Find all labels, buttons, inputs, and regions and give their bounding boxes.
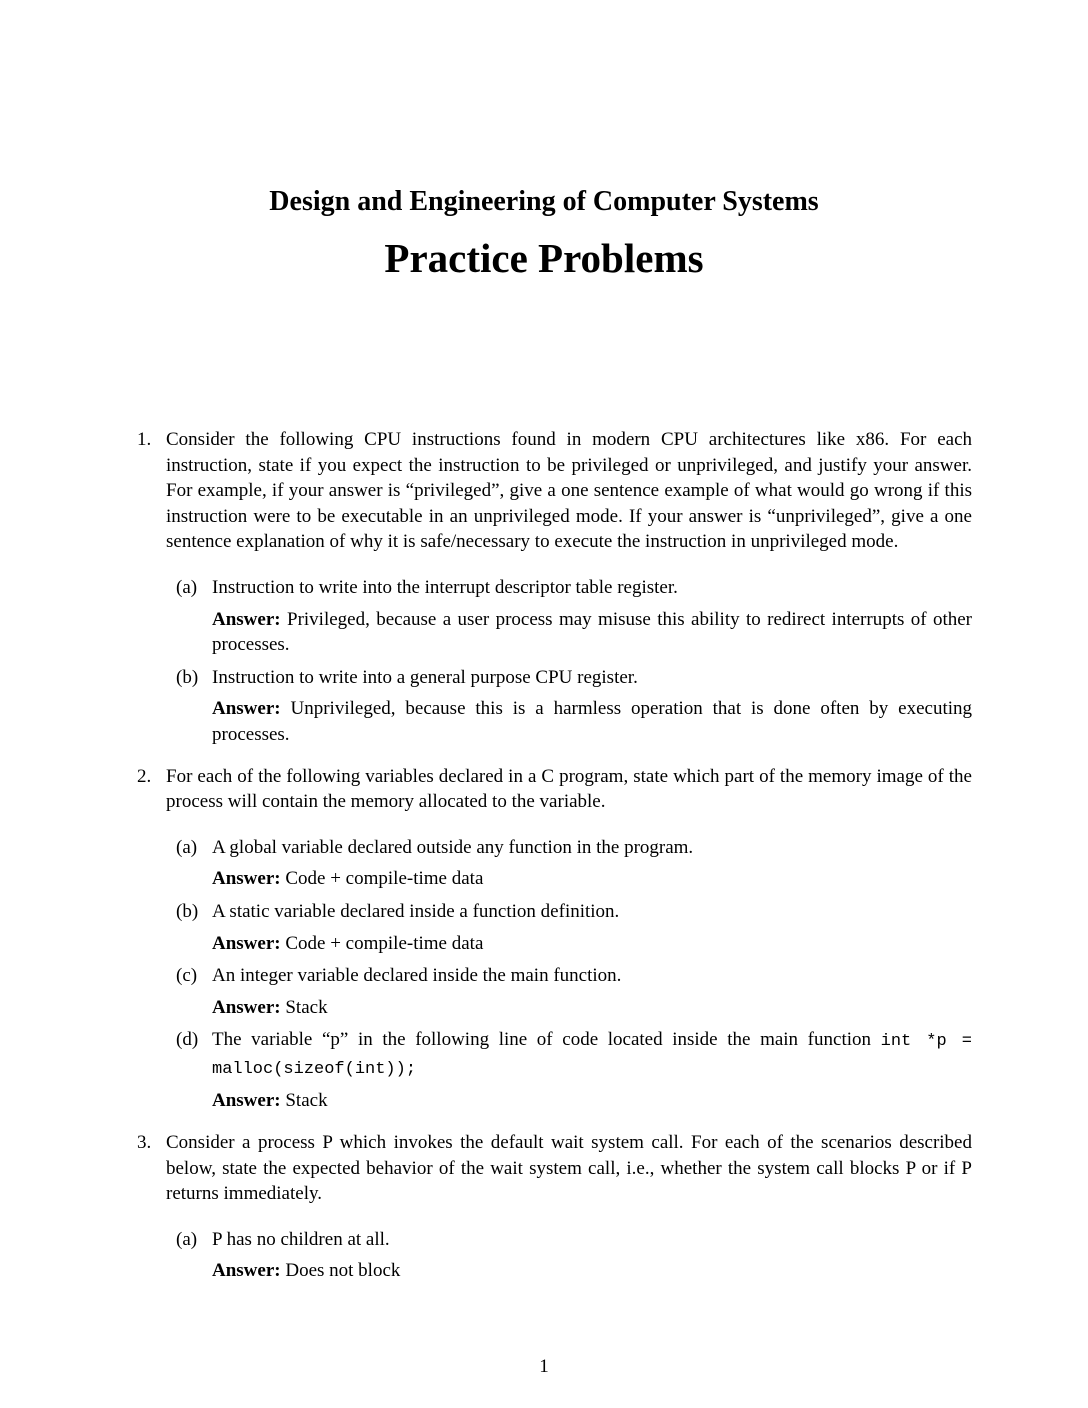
- part-question: Instruction to write into a general purpose CPU register.: [212, 666, 638, 688]
- problem-3: [137, 1130, 972, 1284]
- part-label: (b): [176, 666, 199, 688]
- part-question: Instruction to write into the interrupt descriptor table register.: [212, 576, 678, 598]
- part-label: (a): [176, 836, 198, 858]
- part-2c: [166, 963, 972, 1020]
- part-label: (b): [176, 900, 199, 922]
- answer: [212, 607, 972, 658]
- part-question: A static variable declared inside a function definition.: [212, 900, 620, 922]
- part-3a: [166, 1227, 972, 1284]
- answer-label: Answer:: [212, 996, 281, 1018]
- answer: [212, 1088, 972, 1114]
- part-question: [212, 1027, 972, 1082]
- problem-parts: [166, 1227, 972, 1284]
- answer: [212, 866, 972, 892]
- part-label: (a): [176, 1228, 198, 1250]
- problem-list: [137, 427, 973, 1300]
- answer: [212, 931, 972, 957]
- page-number: 1: [539, 1356, 549, 1377]
- part-question-text: The variable “p” in the following line of code located inside the main function: [212, 1029, 871, 1051]
- part-question: A global variable declared outside any function in the program.: [212, 836, 694, 858]
- document-title: Practice Problems: [384, 235, 704, 281]
- problem-number: 2.: [137, 765, 152, 787]
- part-label: (c): [176, 965, 198, 987]
- answer-label: Answer:: [212, 698, 281, 720]
- answer-text: Stack: [285, 1090, 328, 1112]
- answer-text: Privileged, because a user process may misuse this ability to redirect interrupts of other processes.: [212, 608, 972, 656]
- answer-label: Answer:: [212, 868, 281, 890]
- answer-label: Answer:: [212, 608, 281, 630]
- part-question: P has no children at all.: [212, 1228, 390, 1250]
- answer-label: Answer:: [212, 1090, 281, 1112]
- answer-text: Unprivileged, because this is a harmless operation that is done often by executing processes.: [212, 698, 973, 745]
- part-2b: [166, 899, 972, 956]
- problem-2: [137, 764, 972, 1115]
- problem-text: For each of the following variables declared in a C program, state which part of the memory image of the process will contain the memory allocated to the variable.: [166, 765, 972, 813]
- part-label: (a): [176, 576, 198, 598]
- problem-number: 3.: [137, 1132, 152, 1154]
- part-2d: [166, 1027, 972, 1114]
- part-1a: [166, 575, 972, 658]
- part-label: (d): [176, 1029, 199, 1051]
- problem-number: 1.: [137, 429, 152, 450]
- answer-text: Does not block: [285, 1260, 401, 1282]
- problem-parts: [166, 575, 972, 748]
- problem-parts: [166, 835, 972, 1114]
- part-2a: [166, 835, 972, 892]
- answer-text: Code + compile-time data: [285, 868, 484, 890]
- answer-text: Stack: [285, 996, 328, 1018]
- part-1b: [166, 665, 972, 748]
- problem-text: Consider a process P which invokes the default wait system call. For each of the scenarios described below, state the expected behavior of the wait system call, i.e., whether the system call blocks P or if P returns immediately.: [166, 1132, 972, 1205]
- answer-label: Answer:: [212, 932, 281, 954]
- answer-text: Code + compile-time data: [285, 932, 484, 954]
- answer: [212, 696, 972, 747]
- problem-1: [137, 427, 973, 748]
- answer: [212, 995, 972, 1021]
- part-question: An integer variable declared inside the main function.: [212, 965, 622, 987]
- course-title: Design and Engineering of Computer Systems: [269, 186, 819, 217]
- problem-text: Consider the following CPU instructions found in modern CPU architectures like x86. For each instruction, state if you expect the instruction to be privileged or unprivileged, and justify your answer. For example, if your answer is “privileged”, give a one sentence example of what would go wrong if this instruction were to be executable in an unprivileged mode. If your answer is “unprivileged”, give a one sentence explanation of why it is safe/necessary to execute the instruction in unprivileged mode.: [166, 429, 972, 553]
- answer: [212, 1258, 972, 1284]
- code-snippet: int *p = malloc(sizeof(int));: [212, 1032, 972, 1079]
- answer-label: Answer:: [212, 1260, 281, 1282]
